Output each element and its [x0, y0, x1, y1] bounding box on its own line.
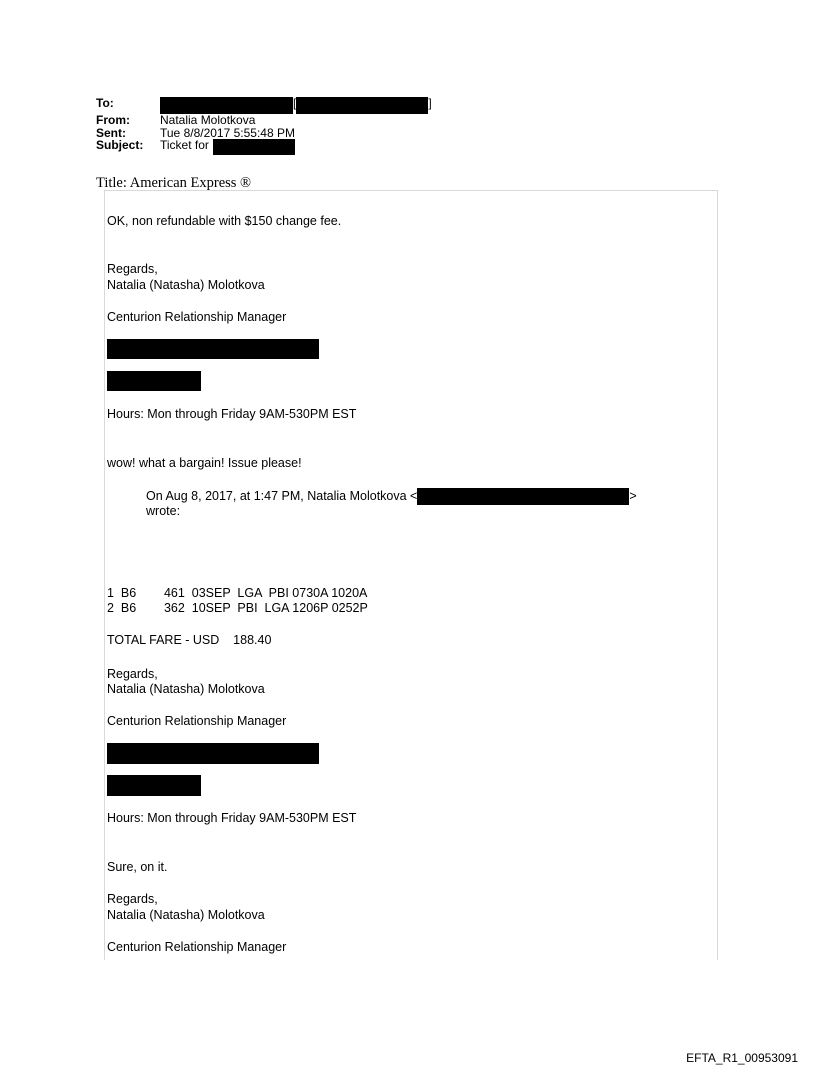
redaction-block — [213, 139, 295, 155]
from-value: Natalia Molotkova — [160, 113, 256, 127]
signature-role: Centurion Relationship Manager — [107, 310, 287, 324]
redaction-block — [296, 97, 428, 114]
hours-text: Hours: Mon through Friday 9AM-530PM EST — [107, 407, 357, 421]
subject-value: Ticket for — [160, 138, 209, 152]
redaction-block — [160, 97, 293, 114]
message-title: Title: American Express ® — [96, 175, 252, 191]
quote-header-end: > — [629, 488, 637, 503]
regards-text: Regards, — [107, 262, 158, 276]
from-row — [96, 114, 432, 127]
email-header — [96, 97, 432, 155]
reply-text: Sure, on it. — [107, 860, 168, 874]
to-label: To: — [96, 96, 114, 110]
redaction-block — [107, 339, 319, 359]
signature-name: Natalia (Natasha) Molotkova — [107, 908, 265, 922]
reply-text: wow! what a bargain! Issue please! — [107, 456, 302, 470]
subject-row — [96, 139, 432, 155]
flight-line: 1 B6 461 03SEP LGA PBI 0730A 1020A — [107, 586, 368, 600]
message-body-frame — [104, 190, 718, 960]
redaction-block — [107, 743, 319, 764]
from-label: From: — [96, 113, 130, 127]
sent-value: Tue 8/8/2017 5:55:48 PM — [160, 125, 295, 140]
regards-text: Regards, — [107, 667, 158, 681]
regards-text: Regards, — [107, 892, 158, 906]
quote-wrote: wrote: — [146, 504, 181, 518]
signature-role: Centurion Relationship Manager — [107, 714, 287, 728]
sent-label: Sent: — [96, 125, 126, 140]
signature-name: Natalia (Natasha) Molotkova — [107, 682, 265, 696]
signature-role: Centurion Relationship Manager — [107, 940, 287, 954]
quote-header-text: On Aug 8, 2017, at 1:47 PM, Natalia Molotkova < — [146, 488, 418, 503]
subject-label: Subject: — [96, 138, 144, 152]
document-id: EFTA_R1_00953091 — [686, 1051, 798, 1065]
body-line: OK, non refundable with $150 change fee. — [107, 214, 342, 228]
to-bracket-open: [ — [293, 96, 297, 110]
hours-text: Hours: Mon through Friday 9AM-530PM EST — [107, 811, 357, 825]
signature-name: Natalia (Natasha) Molotkova — [107, 278, 265, 292]
to-bracket-close: ] — [428, 96, 432, 110]
total-fare: TOTAL FARE - USD 188.40 — [107, 633, 272, 647]
sent-row — [96, 127, 432, 140]
redaction-block — [107, 371, 201, 391]
flight-line: 2 B6 362 10SEP PBI LGA 1206P 0252P — [107, 601, 368, 615]
quote-header — [146, 488, 637, 505]
redaction-block — [107, 775, 201, 796]
redaction-block — [417, 488, 629, 505]
to-row — [96, 97, 432, 114]
